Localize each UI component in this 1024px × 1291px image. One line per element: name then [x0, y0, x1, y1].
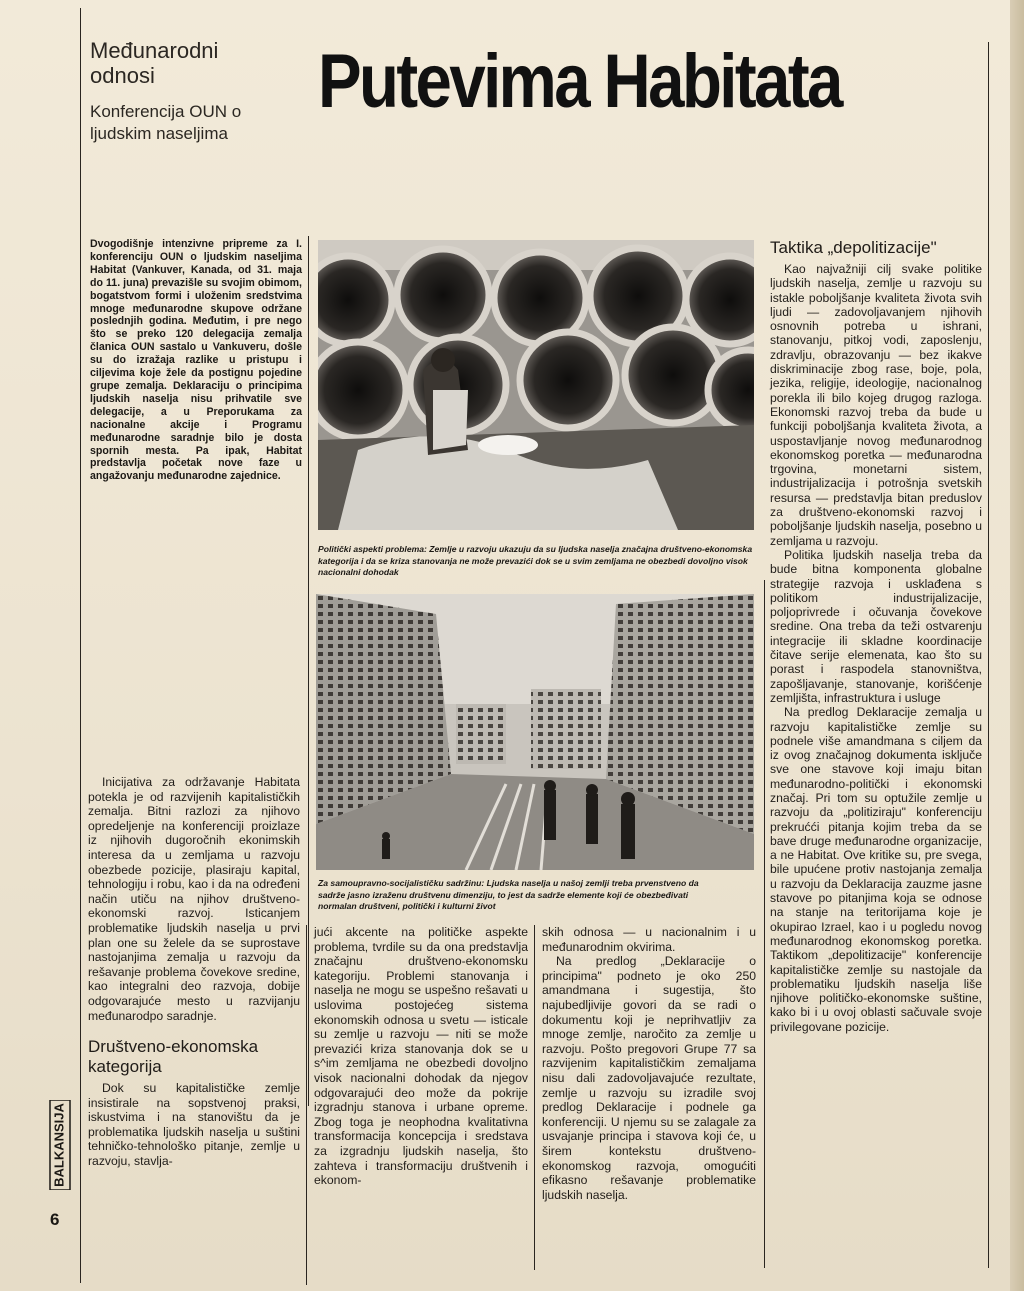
column-3-paragraph-1: skih odnosa — u nacionalnim i u međunarodnim okvirima.	[542, 925, 756, 954]
column-4-paragraph-2: Politika ljudskih naselja treba da bude bitna komponenta globalne strategije razvoja i usklađena s politikom industrijalizacije, poljoprivrede i očuvanja čovekove sredine. Ona treba da teži ostvarenju integracije ili skladne koordinacije čitave serije elemenata, kao što su porast i raspodela stanovništva, zapošljavanje, stanovanje, korišćenje zemljišta, infrastruktura i usluge	[770, 547, 982, 705]
lead-paragraph: Dvogodišnje intenzivne pripreme za I. konferenciju OUN o ljudskim naseljima Habitat (Vankuver, Kanada, od 31. maja do 11. juna) prevazišle su svojim obimom, bogatstvom formi i uloženim sredstvima mnoge međunarodne skupove održane poslednjih godina. Međutim, i pre nego što se preko 120 delegacija zemalja članica OUN sastalo u Vankuveru, došle su do izražaja razlike u pristupu i ciljevima koje žele da postignu pojedine grupe zemalja. Deklaraciju o principima ljudskih naselja nisu prihvatile sve delegacije, a u Preporukama za nacionalne akcije i Programu međunarodne saradnje bilo je dosta spornih mesta. Pa ipak, Habitat predstavlja početak nove faze u angažovanju međunarodne zajednice.	[90, 238, 302, 483]
column-1-paragraph-2: Dok su kapitalističke zemlje insistirale na sopstvenoj praksi, iskustvima i na stanovištu da je problematika ljudskih naselja u suštini tehničko-tehnološko pitanje, zemlje u razvoju, stavlja-	[88, 1081, 300, 1169]
article-column-1	[88, 775, 300, 1169]
column-4-paragraph-1: Kao najvažniji cilj svake politike ljudskih naselja, zemlje u razvoju su istakle poboljšanje kvaliteta života svih ljudi — zadovoljavanjem njihovih osnovnih potreba u ishrani, stanovanju, pitkoj vodi, zaposlenju, zdravlju, obrazovanju — bez ikakve diskriminacije zbog rase, boje, pola, jezika, religije, ideologije, nacionalnog porekla ili bilo kojeg drugog razloga. Ekonomski razvoj treba da bude u funkciji poboljšanja kvaliteta života, a uspostavljanje novog međunarodnog ekonomskog poretka — međunarodna trgovina, monetarni sistem, industrijalizacija i potrošnja svetskih resursa — predstavlja bitan preduslov za društveno-ekonomski razvoj i poboljšanje ljudskih naselja, posebno u zemljama u razvoju.	[770, 262, 982, 548]
column-rule-1	[306, 925, 307, 1285]
column-2-paragraph-1: jući akcente na političke aspekte problema, tvrdile su da ona predstavlja značajnu društveno-ekonomsku kategoriju. Problemi stanovanja i naselja ne mogu se uspešno rešavati u uslovima postojećeg sistema ekonomskih odnosa u svetu — isticale su zemlje u razvoju — niti se može prevazići kriza stanovanja dok se u s^im zemljama ne obezbedi dovoljno visok nacionalni dohodak da njegov odgovarajući deo može da pokrije izgradnju stanova i urbane opreme. Zbog toga je neophodna kvalitativna transformacija koncepcija i sredstava za izgradnju ljudskih naselja, što zahteva i transformaciju društvenih i ekonom-	[314, 925, 528, 1188]
column-1-paragraph-1: Inicijativa za održavanje Habitata potekla je od razvijenih kapitalističkih zemalja. Bitni razlozi za njihovo opredeljenje na konferenciji proizlaze iz njihovih dugoročnih ekonimskih interesa da u zemljama u razvoju obezbede pozicije, plasiraju kapital, tehnologiju i robu, kao i da na određeni način utiču na njihov društveno-ekonomski razvoj. Isticanjem problematike ljudskih naselja u prvi plan one su želele da se suprostave nastojanjima zemalja u razvoju da rešavanje problema čovekove sredine, kao integralni deo razvoja, dobije odgovarajuće mesto u razvijanju međunarodpo saradnje.	[88, 775, 300, 1023]
column-rule-lead	[308, 236, 309, 1106]
photo-pipes	[318, 240, 754, 530]
subheading-drustveno-ekonomska: Društveno-ekonomska kategorija	[88, 1037, 259, 1077]
publication-logo	[48, 1100, 72, 1190]
right-rule	[988, 42, 989, 1268]
article-column-2	[314, 925, 528, 1188]
left-margin-rule	[80, 8, 81, 1283]
publication-logo-mark	[48, 1100, 72, 1190]
publication-name: BALKANSIJA	[51, 1103, 67, 1187]
photo-housing-illustration	[316, 594, 754, 870]
column-rule-2	[534, 925, 535, 1270]
caption-photo-housing: Za samoupravno-socijalističku sadržinu: Ljudska naselja u našoj zemlji treba prvenstveno da sadrže jasno izraženu društvenu dimenziju, to jest da sadrže elemente koji će obezbeđivati normalan društveni, politički i kulturni život	[318, 878, 699, 911]
column-4-paragraph-3: Na predlog Deklaracije zemalja u razvoju kapitalističke zemlje su podnele više amandmana s ciljem da iz ovog značajnog dokumenta isključe sve one stavove koji imaju bitan međunarodno-politički i ekonomski značaj. Pri tom su optužile zemlje u razvoju da „politiziraju" konferenciju prekrućći pitanja kojim treba da se bave druge međunarodne organizacije, a ne Habitat. Ove kritike su, pre svega, bile upućene protiv nastojanja zemalja u razvoju da Deklaracija zauzme jasne stavove po pitanjima koja se odnose na stanje na teritorijama koje je okupirao Izrael, kao i u pogledu novog međunarodnog ekonomskog poretka. Taktikom „depolitizacije" konferencije kapitalističke zemlje su nastojale da problematiku ljudskih naselja liše njihove političko-ekonomske suštine, kako bi i u ovoj oblasti sačuvale svoje privilegovane pozicije.	[770, 705, 982, 1034]
article-column-3	[542, 925, 756, 1202]
column-rule-3	[764, 580, 765, 1268]
caption-photo-pipes: Politički aspekti problema: Zemlje u razvoju ukazuju da su ljudska naselja značajna društveno-ekonomska kategorija i da se kriza stanovanja ne može prevazići dok se u svim zemljama ne obezbedi dovoljno visok nacionalni dohodak	[318, 544, 753, 577]
section-label: Međunarodni odnosi	[90, 38, 219, 88]
subsection-label: Konferencija OUN o ljudskim naseljima	[90, 102, 242, 143]
column-3-paragraph-2: Na predlog „Deklaracije o principima" podneto je oko 250 amandmana i sugestija, što najubedljivije govori da se radi o dokumentu koji je neprihvatljiv za mnoge zemlje, naročito za zemlje u razvoju. Pošto pregovori Grupe 77 sa razvijenim kapitalističkim zemaljama nisu dali zadovoljavajuće rezultate, zemlje u razvoju su izradile svoj predlog Deklaracije i podnele ga konferenciji. U njemu su se zalagale za usvajanje principa i stavova koji će, u širem kontekstu društveno-ekonomskog razvoja, omogućiti efikasno rešavanje problematike ljudskih naselja.	[542, 954, 756, 1202]
subheading-taktika: Taktika „depolitizacije"	[770, 238, 937, 257]
photo-pipes-illustration	[318, 240, 754, 530]
article-column-4	[770, 238, 982, 1034]
page-number: 6	[50, 1210, 60, 1229]
page-title: Putevima Habitata	[318, 39, 841, 124]
page-edge	[1010, 0, 1024, 1291]
photo-housing-blocks	[316, 594, 754, 870]
